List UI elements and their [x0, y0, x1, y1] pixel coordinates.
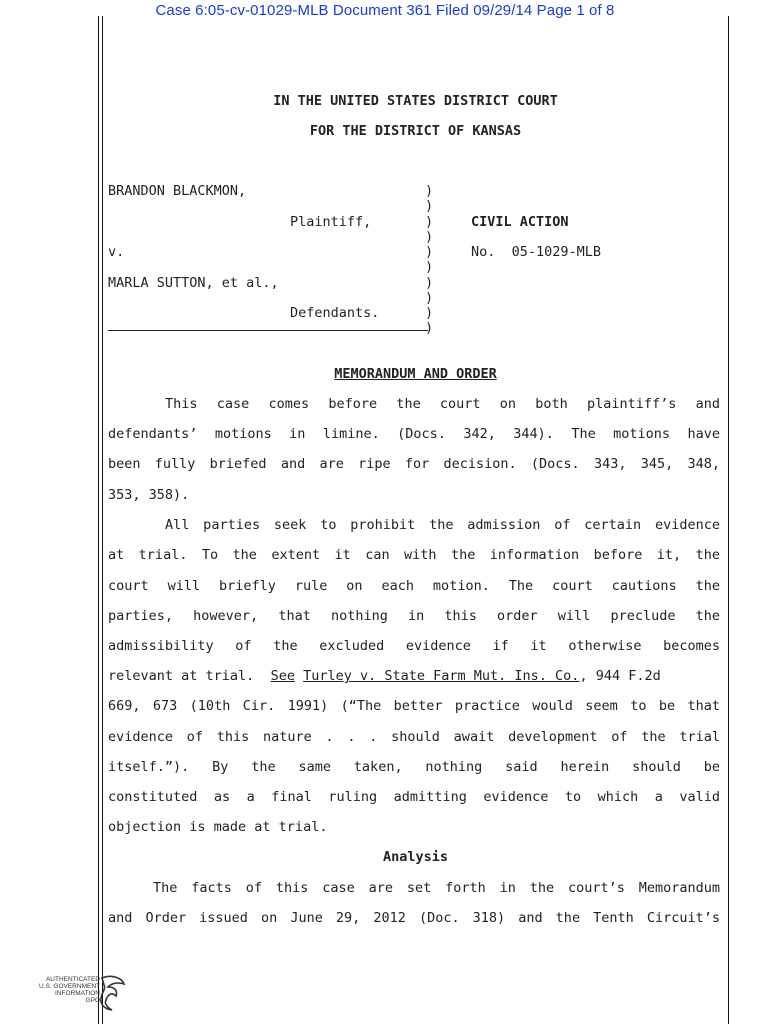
court-name: IN THE UNITED STATES DISTRICT COURT: [273, 93, 558, 109]
defendant-name: MARLA SUTTON, et al.,: [108, 275, 279, 291]
citation-signal: See: [270, 668, 295, 684]
text-line: and Order issued on June 29, 2012 (Doc. 318) and the Tenth Circuit’s: [108, 910, 720, 926]
eagle-icon: [98, 972, 128, 1012]
case-number: No. 05-1029-MLB: [471, 244, 602, 260]
caption-paren: ): [425, 259, 434, 275]
civil-action-label: CIVIL ACTION: [471, 214, 569, 230]
citation-reporter: , 944 F.2d: [579, 668, 661, 684]
text-line: been fully briefed and are ripe for decision. (Docs. 343, 345, 348,: [108, 456, 720, 472]
text-line: evidence of this nature . . . should await development of the trial: [108, 729, 720, 745]
caption-underline: [108, 330, 428, 331]
section-heading: Analysis: [382, 849, 449, 865]
gpo-authentication-seal: [28, 970, 138, 1020]
text-line: objection is made at trial.: [108, 819, 328, 835]
plaintiff-name: BRANDON BLACKMON,: [108, 183, 247, 199]
citation-prefix: relevant at trial.: [108, 668, 271, 684]
text-line: defendants’ motions in limine. (Docs. 342, 344). The motions have: [108, 426, 720, 442]
seal-line: INFORMATION: [54, 990, 100, 997]
caption-paren: ): [425, 275, 434, 291]
right-margin-rule: [728, 16, 729, 1024]
caption-paren: ): [425, 244, 434, 260]
caption-paren: ): [425, 290, 434, 306]
left-margin-rule-inner: [102, 16, 103, 1024]
text-line: constituted as a final ruling admitting evidence to which a valid: [108, 789, 720, 805]
versus: v.: [108, 244, 125, 260]
text-line: All parties seek to prohibit the admission of certain evidence: [165, 517, 720, 533]
text-line: itself.”). By the same taken, nothing said herein should be: [108, 759, 720, 775]
text-line: at trial. To the extent it can with the information before it, the: [108, 547, 720, 563]
caption-paren: ): [425, 229, 434, 245]
ecf-header-stamp: Case 6:05-cv-01029-MLB Document 361 Filed 09/29/14 Page 1 of 8: [155, 2, 615, 19]
text-line: This case comes before the court on both plaintiff’s and: [165, 396, 720, 412]
defendant-label: Defendants.: [290, 305, 380, 321]
plaintiff-label: Plaintiff,: [290, 214, 372, 230]
seal-line: AUTHENTICATED: [45, 976, 100, 983]
seal-text: [39, 976, 100, 1004]
citation-line: [108, 668, 720, 684]
court-district: FOR THE DISTRICT OF KANSAS: [309, 123, 522, 139]
text-line: court will briefly rule on each motion. The court cautions the: [108, 578, 720, 594]
text-line: 353, 358).: [108, 487, 190, 503]
left-margin-rule: [98, 16, 99, 1024]
caption-paren: ): [425, 305, 434, 321]
text-line: The facts of this case are set forth in the court’s Memorandum: [153, 880, 720, 896]
caption-paren: ): [425, 198, 434, 214]
text-line: admissibility of the excluded evidence if it otherwise becomes: [108, 638, 720, 654]
document-title: MEMORANDUM AND ORDER: [334, 366, 497, 382]
caption-paren: ): [425, 214, 434, 230]
text-line: parties, however, that nothing in this order will preclude the: [108, 608, 720, 624]
seal-line: GPO: [85, 997, 100, 1004]
citation-case-name: Turley v. State Farm Mut. Ins. Co.: [303, 668, 580, 684]
text-line: 669, 673 (10th Cir. 1991) (“The better practice would seem to be that: [108, 698, 720, 714]
seal-line: U.S. GOVERNMENT: [38, 983, 100, 990]
caption-paren: ): [425, 183, 434, 199]
caption-paren: ): [425, 320, 434, 336]
